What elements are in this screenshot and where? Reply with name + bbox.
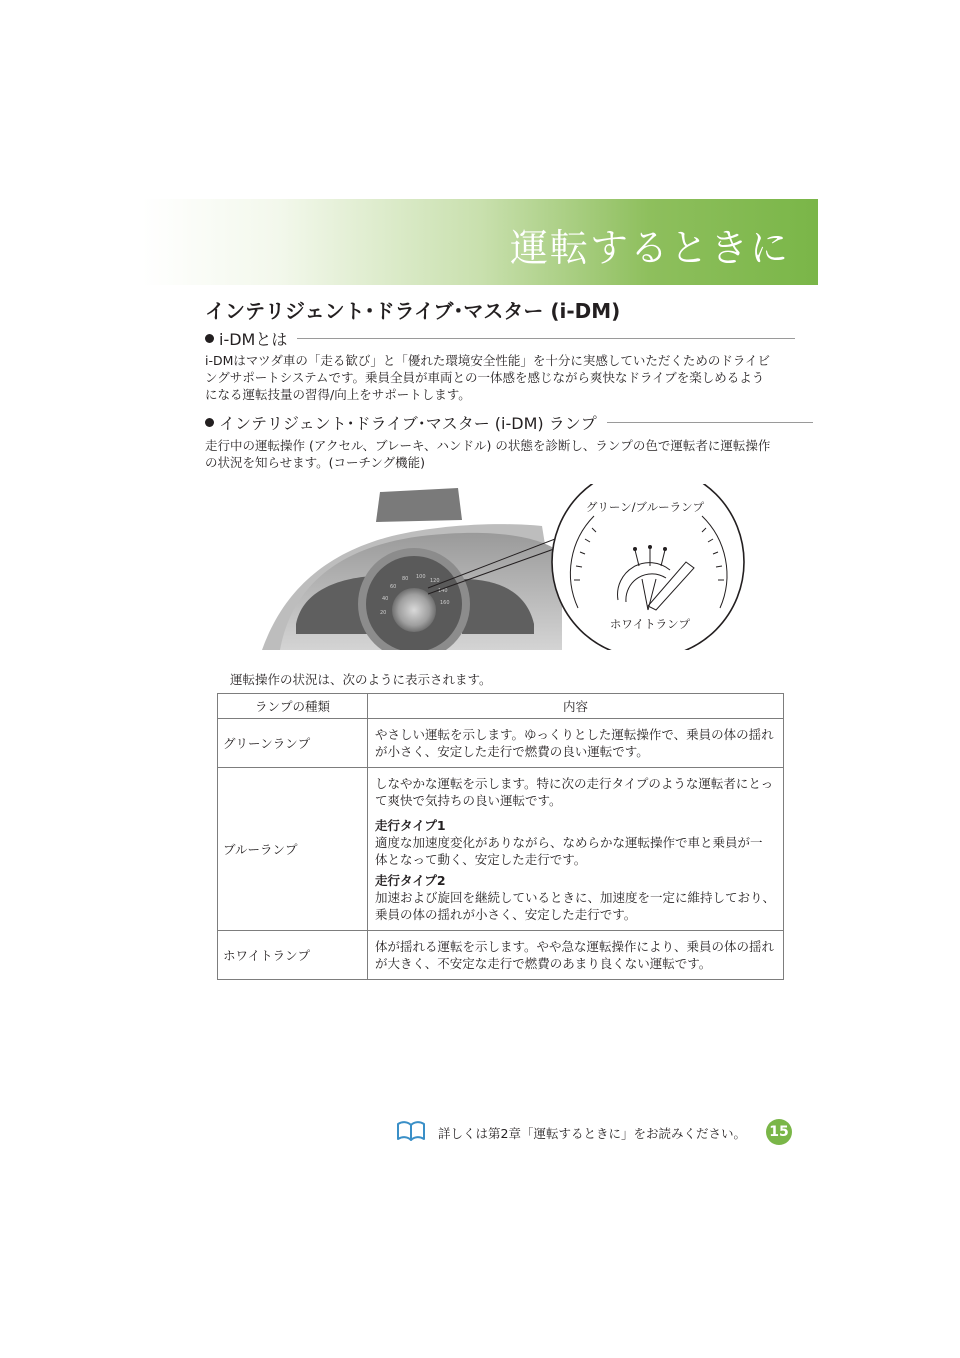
content-line: 乗員の体の揺れが小さく、安定した走行です。	[375, 907, 637, 922]
gauge-number: 160	[440, 600, 450, 606]
lamp-type-cell: ホワイトランプ	[218, 931, 368, 980]
lamp-dot	[633, 547, 637, 551]
lamp-dot	[648, 545, 652, 549]
table-row	[218, 768, 784, 931]
lamp-description	[205, 437, 793, 471]
bullet-icon	[205, 334, 214, 343]
content-line: が大きく、不安定な走行で燃費のあまり良くない運転です。	[375, 956, 712, 971]
header-content: 内容	[368, 694, 784, 719]
content-line: しなやかな運転を示します。特に次の走行タイプのような運転者にとっ	[375, 776, 774, 791]
lamp-content-cell	[368, 719, 784, 768]
gauge-number: 60	[390, 584, 397, 590]
footer-reference	[396, 1120, 746, 1142]
lamp-content-cell	[368, 931, 784, 980]
idm-description-line: になる運転技量の習得/向上をサポートします。	[205, 387, 471, 402]
chapter-title: 運転するときに	[509, 226, 790, 270]
idm-description	[205, 352, 793, 403]
content-line: 加速および旋回を継続しているときに、加速度を一定に維持しており、	[375, 890, 776, 905]
idm-description-line: i-DMはマツダ車の「走る歓び」と「優れた環境安全性能」を十分に実感していただくためのドライビ	[205, 353, 771, 368]
gauge-number: 40	[382, 596, 389, 602]
subheading-idm-lamp	[205, 410, 813, 434]
lamp-description-line: の状況を知らせます。(コーチング機能)	[205, 455, 426, 470]
lamp-table	[217, 693, 784, 980]
head-up-display	[376, 488, 462, 522]
idm-description-line: ングサポートシステムです。乗員全員が車両との一体感を感じながら爽快なドライブを楽しめるよう	[205, 370, 765, 385]
driving-type-title: 走行タイプ1	[375, 818, 446, 833]
content-line: 体となって動く、安定した走行です。	[375, 852, 587, 867]
content-line: が小さく、安定した走行で燃費の良い運転です。	[375, 744, 649, 759]
table-row	[218, 719, 784, 768]
bullet-icon	[205, 418, 214, 427]
gauge-number: 140	[438, 588, 448, 594]
lamp-content-cell	[368, 768, 784, 931]
speedometer-hub	[392, 588, 436, 632]
header-lamp-type: ランプの種類	[218, 694, 368, 719]
section-title: インテリジェント･ドライブ･マスター (i-DM)	[205, 299, 621, 323]
lamp-dot	[663, 547, 667, 551]
table-header-row	[218, 694, 784, 719]
lamp-type-cell: グリーンランプ	[218, 719, 368, 768]
gauge-number: 120	[430, 578, 440, 584]
table-caption: 運転操作の状況は、次のように表示されます。	[230, 672, 492, 687]
table-row	[218, 931, 784, 980]
gauge-number: 100	[416, 574, 426, 580]
lamp-type-cell: ブルーランプ	[218, 768, 368, 931]
content-line: やさしい運転を示します。ゆっくりとした運転操作で、乗員の体の揺れ	[375, 727, 774, 742]
instrument-cluster-illustration	[262, 484, 758, 650]
footer-text: 詳しくは第2章「運転するときに」をお読みください。	[438, 1126, 746, 1141]
content-line: 適度な加速度変化がありながら、なめらかな運転操作で車と乗員が一	[375, 835, 763, 850]
heading-rule	[297, 338, 795, 339]
subheading-idm-text: i-DMとは	[219, 329, 288, 349]
heading-rule	[607, 422, 813, 423]
book-icon	[396, 1120, 426, 1142]
page-number: 15	[766, 1119, 792, 1145]
lamp-description-line: 走行中の運転操作 (アクセル、ブレーキ、ハンドル) の状態を診断し、ランプの色で運転者に運転操作	[205, 438, 771, 453]
subheading-idm	[205, 326, 795, 350]
content-line: 体が揺れる運転を示します。やや急な運転操作により、乗員の体の揺れ	[375, 939, 775, 954]
white-lamp-label: ホワイトランプ	[609, 617, 691, 631]
driving-type-title: 走行タイプ2	[375, 873, 446, 888]
chapter-banner	[142, 199, 818, 285]
gauge-number: 80	[402, 576, 409, 582]
gauge-number: 20	[380, 610, 387, 616]
green-blue-lamp-label: グリーン/ブルーランプ	[585, 500, 705, 514]
subheading-idm-lamp-text: インテリジェント･ドライブ･マスター (i-DM) ランプ	[219, 413, 597, 433]
content-line: て爽快で気持ちの良い運転です。	[375, 793, 562, 808]
